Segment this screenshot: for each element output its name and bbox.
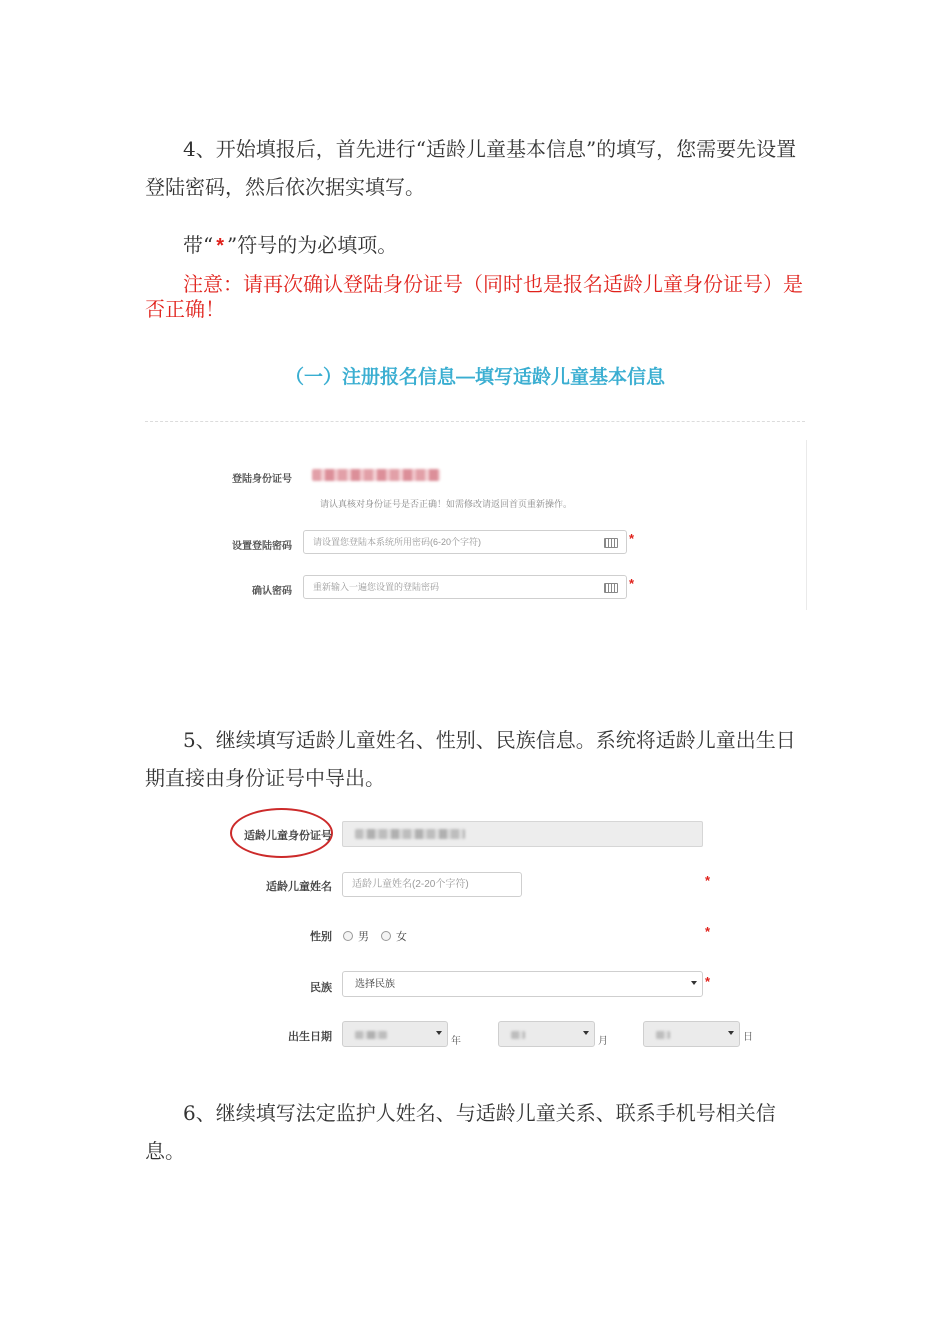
gender-required-star: * bbox=[705, 924, 711, 939]
panel-edge bbox=[806, 440, 807, 610]
login-id-label: 登陆身份证号 bbox=[232, 474, 292, 485]
birth-year-blurred bbox=[355, 1031, 387, 1039]
ethnicity-label: 民族 bbox=[310, 982, 332, 994]
child-name-input[interactable] bbox=[342, 872, 522, 897]
confirm-password-placeholder: 重新输入一遍您设置的登陆密码 bbox=[313, 582, 440, 592]
step4-paragraph: 4、开始填报后，首先进行“适龄儿童基本信息”的填写，您需要先设置登陆密码，然后依次据实填写。 bbox=[145, 137, 797, 199]
gender-label: 性别 bbox=[310, 931, 332, 943]
required-note bbox=[145, 226, 810, 265]
dashed-divider bbox=[145, 421, 805, 422]
day-unit: 日 bbox=[743, 1032, 753, 1043]
ethnicity-value: 选择民族 bbox=[355, 979, 395, 990]
child-name-label: 适龄儿童姓名 bbox=[266, 881, 332, 893]
confirm-required-star: * bbox=[629, 576, 635, 591]
month-unit: 月 bbox=[598, 1036, 608, 1047]
child-id-value-blurred bbox=[355, 829, 465, 839]
password-input[interactable] bbox=[303, 530, 627, 554]
child-id-field bbox=[342, 821, 703, 847]
child-name-required-star: * bbox=[705, 873, 711, 888]
chevron-down-icon bbox=[728, 1031, 734, 1035]
year-unit: 年 bbox=[451, 1036, 461, 1047]
gender-male-label: 男 bbox=[358, 931, 369, 943]
birth-day-blurred bbox=[656, 1031, 670, 1039]
required-prefix: 带“ bbox=[183, 233, 214, 257]
confirm-password-input[interactable] bbox=[303, 575, 627, 599]
ethnicity-required-star: * bbox=[705, 974, 711, 989]
gender-female-label: 女 bbox=[396, 931, 407, 943]
birth-day-select[interactable] bbox=[643, 1021, 740, 1047]
password-label: 设置登陆密码 bbox=[232, 541, 292, 552]
child-id-label: 适龄儿童身份证号 bbox=[244, 830, 332, 842]
required-suffix: ”符号的为必填项。 bbox=[227, 233, 398, 257]
chevron-down-icon bbox=[691, 981, 697, 985]
gender-male-radio[interactable] bbox=[343, 931, 353, 941]
section-title: （一）注册报名信息—填写适龄儿童基本信息 bbox=[284, 367, 665, 388]
child-name-placeholder: 适龄儿童姓名(2-20个字符) bbox=[352, 879, 469, 890]
birth-month-blurred bbox=[511, 1031, 525, 1039]
gender-female-radio[interactable] bbox=[381, 931, 391, 941]
keyboard-icon[interactable] bbox=[604, 583, 618, 593]
ethnicity-select[interactable] bbox=[342, 971, 703, 997]
login-id-hint: 请认真核对身份证号是否正确！如需修改请返回首页重新操作。 bbox=[320, 499, 573, 509]
birth-year-select[interactable] bbox=[342, 1021, 448, 1047]
birth-month-select[interactable] bbox=[498, 1021, 595, 1047]
password-placeholder: 请设置您登陆本系统所用密码(6-20个字符) bbox=[313, 537, 482, 547]
confirm-password-label: 确认密码 bbox=[252, 586, 292, 597]
chevron-down-icon bbox=[583, 1031, 589, 1035]
step6-paragraph: 6、继续填写法定监护人姓名、与适龄儿童关系、联系手机号相关信息。 bbox=[145, 1101, 776, 1163]
chevron-down-icon bbox=[436, 1031, 442, 1035]
password-required-star: * bbox=[629, 531, 635, 546]
birth-date-label: 出生日期 bbox=[288, 1031, 332, 1043]
step5-paragraph: 5、继续填写适龄儿童姓名、性别、民族信息。系统将适龄儿童出生日期直接由身份证号中导出。 bbox=[145, 728, 796, 790]
keyboard-icon[interactable] bbox=[604, 538, 618, 548]
required-star: * bbox=[216, 235, 225, 257]
notice-text: 注意：请再次确认登陆身份证号（同时也是报名适龄儿童身份证号）是否正确！ bbox=[145, 272, 803, 321]
login-id-value-blurred bbox=[312, 469, 440, 481]
